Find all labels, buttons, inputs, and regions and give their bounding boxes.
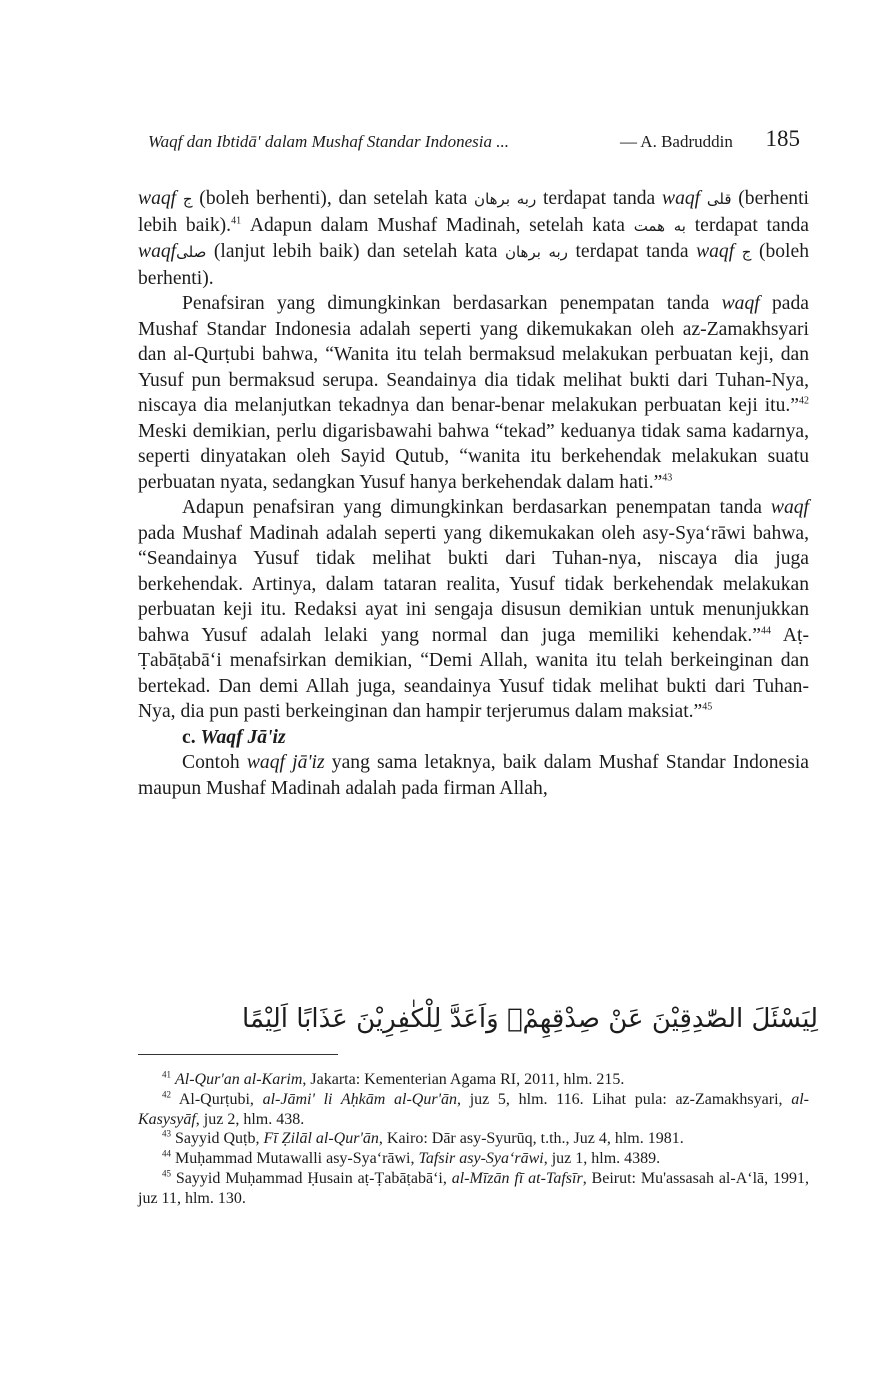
text-run: terdapat tanda — [685, 214, 809, 236]
citation-text: , juz 2, hlm. 438. — [195, 1110, 305, 1128]
footnote-45 — [138, 1169, 809, 1209]
term-waqf-jaiz: waqf jā'iz — [246, 752, 325, 773]
footnote-42 — [138, 1090, 809, 1130]
text-run: terdapat tanda — [567, 241, 697, 262]
arabic-word: ربه — [548, 243, 568, 261]
footnote-ref[interactable]: 42 — [799, 395, 809, 407]
text-run: Contoh — [182, 752, 247, 773]
paragraph-4 — [138, 750, 809, 801]
arabic-word: برهان — [504, 243, 541, 261]
footnote-divider — [138, 1054, 338, 1055]
text-run: pada Mushaf Standar Indonesia adalah seperti yang dikemukakan oleh az-Zamakhsyari dan al-Qurṭubi bahwa, “Wanita itu telah bermaksud melakukan perbuatan keji, dan Yusuf pun bermaksud serupa. Seandainya dia tidak melihat bukti dari Tuhan-Nya, niscaya dia melanjutkan tekadnya dan benar-benar melakukan perbuatan keji itu.” — [138, 293, 809, 416]
footnote-number: 43 — [162, 1129, 171, 1140]
citation-text: , Beirut: Mu'assasah al-A‘lā, 1991, juz 11, hlm. 130. — [138, 1169, 810, 1207]
citation-text: , Kairo: Dār asy-Syurūq, t.th., Juz 4, hlm. 1981. — [378, 1130, 684, 1148]
footnote-number: 44 — [162, 1148, 171, 1159]
text-run: Meski demikian, perlu digarisbawahi bahwa “tekad” keduanya tidak sama kadarnya, seperti dinyatakan oleh Sayid Qutub, “wanita itu berkehendak melakukan suatu perbuatan nyata, sedangkan Yusuf hanya berkehendak dalam hati.” — [138, 420, 809, 493]
running-header — [148, 126, 800, 156]
text-run: Adapun penafsiran yang dimungkinkan berdasarkan penempatan tanda — [182, 497, 771, 518]
paragraph-1 — [138, 186, 809, 291]
citation-title: al-Kasysyāf — [138, 1090, 809, 1128]
footnote-ref[interactable]: 45 — [702, 701, 713, 713]
arabic-sign: ج — [741, 243, 752, 261]
subheading-number: c. — [182, 726, 196, 748]
quran-verse: لِيَسْئَلَ الصّٰدِقِيْنَ عَنْ صِدْقِهِمْۚ وَاَعَدَّ لِلْكٰفِرِيْنَ عَذَابًا اَلِيْمًا — [242, 1004, 818, 1034]
text-run: Adapun dalam Mushaf Madinah, setelah kata — [241, 214, 634, 236]
term-waqf: waqf — [696, 241, 735, 262]
citation-text: , juz 5, hlm. 116. Lihat pula: az-Zamakhsyari, — [457, 1090, 792, 1108]
text-run: Penafsiran yang dimungkinkan berdasarkan penempatan tanda — [182, 293, 722, 314]
citation-text: Muḥammad Mutawalli asy-Sya‘rāwi, — [175, 1150, 419, 1168]
arabic-sign: ج — [182, 190, 193, 208]
arabic-word: همت — [633, 216, 665, 235]
citation-text: , Jakarta: Kementerian Agama RI, 2011, hlm. 215. — [302, 1071, 625, 1088]
citation-title: al-Mīzān fī at-Tafsīr — [451, 1169, 583, 1187]
citation-text: Sayyid Muḥammad Ḥusain aṭ-Ṭabāṭabā‘i, — [175, 1169, 452, 1187]
footnote-43 — [138, 1129, 809, 1149]
footnote-number: 45 — [162, 1168, 171, 1179]
footnote-ref[interactable]: 43 — [662, 471, 673, 483]
footnote-ref[interactable]: 44 — [760, 624, 771, 636]
arabic-word: ربه — [516, 190, 537, 208]
term-waqf: waqf — [138, 188, 177, 209]
footnote-41 — [138, 1070, 809, 1090]
page-number: 185 — [765, 126, 800, 151]
arabic-sign: قلى — [706, 190, 732, 208]
footnotes — [138, 1070, 809, 1209]
text-run: (boleh berhenti), dan setelah kata — [192, 188, 475, 209]
subheading-text: Waqf Jā'iz — [200, 726, 286, 748]
section-subheading — [138, 725, 809, 751]
paragraph-3 — [138, 495, 809, 725]
citation-text: Sayyid Quṭb, — [175, 1130, 264, 1148]
text-run: terdapat tanda — [536, 188, 662, 209]
citation-title: al-Jāmi' li Aḥkām al-Qur'ān — [262, 1090, 457, 1108]
term-waqf: waqf — [138, 241, 177, 262]
text-run: Aṭ-Ṭabāṭabā‘i menafsirkan demikian, “Demi Allah, wanita itu telah berkeinginan dan bertekad. Dan demi Allah juga, seandainya Yusuf tidak melihat bukti dari Tuhan-Nya, dia pun pasti berkeinginan dan hampir terjerumus dalam maksiat.” — [138, 624, 809, 722]
arabic-sign: صلى — [176, 243, 207, 261]
header-title: Waqf dan Ibtidā' dalam Mushaf Standar Indonesia ... — [148, 132, 509, 151]
citation-title: Al-Qur'an al-Karim — [175, 1071, 303, 1088]
paragraph-2 — [138, 291, 809, 495]
text-run: pada Mushaf Madinah adalah seperti yang dikemukakan oleh asy-Sya‘rāwi bahwa, “Seandainya Yusuf tidak melihat bukti dari Tuhan-nya, niscaya dia juga berkehendak. Artinya, dalam tataran realita, Yusuf tidak berkehendak melakukan perbuatan keji itu. Redaksi ayat ini sengaja disusun demikian untuk menunjukkan bahwa Yusuf adalah lelaki yang normal dan juga memiliki kehendak.” — [138, 522, 809, 646]
arabic-word: برهان — [474, 190, 510, 208]
footnote-ref[interactable]: 41 — [231, 214, 242, 226]
text-run: yang sama letaknya, baik dalam Mushaf Standar Indonesia maupun Mushaf Madinah adalah pada firman Allah, — [138, 752, 809, 799]
footnote-number: 41 — [162, 1069, 171, 1080]
term-waqf: waqf — [662, 188, 701, 209]
citation-text: Al-Qurṭubi, — [178, 1090, 263, 1108]
term-waqf: waqf — [721, 293, 760, 314]
header-author: — A. Badruddin — [620, 132, 733, 151]
citation-title: Fī Ẓilāl al-Qur'ān — [263, 1130, 379, 1148]
body-text — [138, 186, 809, 801]
text-run: (boleh berhenti). — [138, 241, 809, 289]
footnote-number: 42 — [162, 1089, 171, 1100]
text-run: (lanjut lebih baik) dan setelah kata — [206, 241, 505, 262]
term-waqf: waqf — [770, 497, 809, 518]
text-run: (berhenti lebih baik). — [138, 188, 809, 236]
arabic-word: به — [673, 216, 686, 235]
citation-text: , juz 1, hlm. 4389. — [543, 1150, 661, 1168]
footnote-44 — [138, 1149, 809, 1169]
citation-title: Tafsir asy-Sya‘rāwi — [418, 1150, 544, 1168]
